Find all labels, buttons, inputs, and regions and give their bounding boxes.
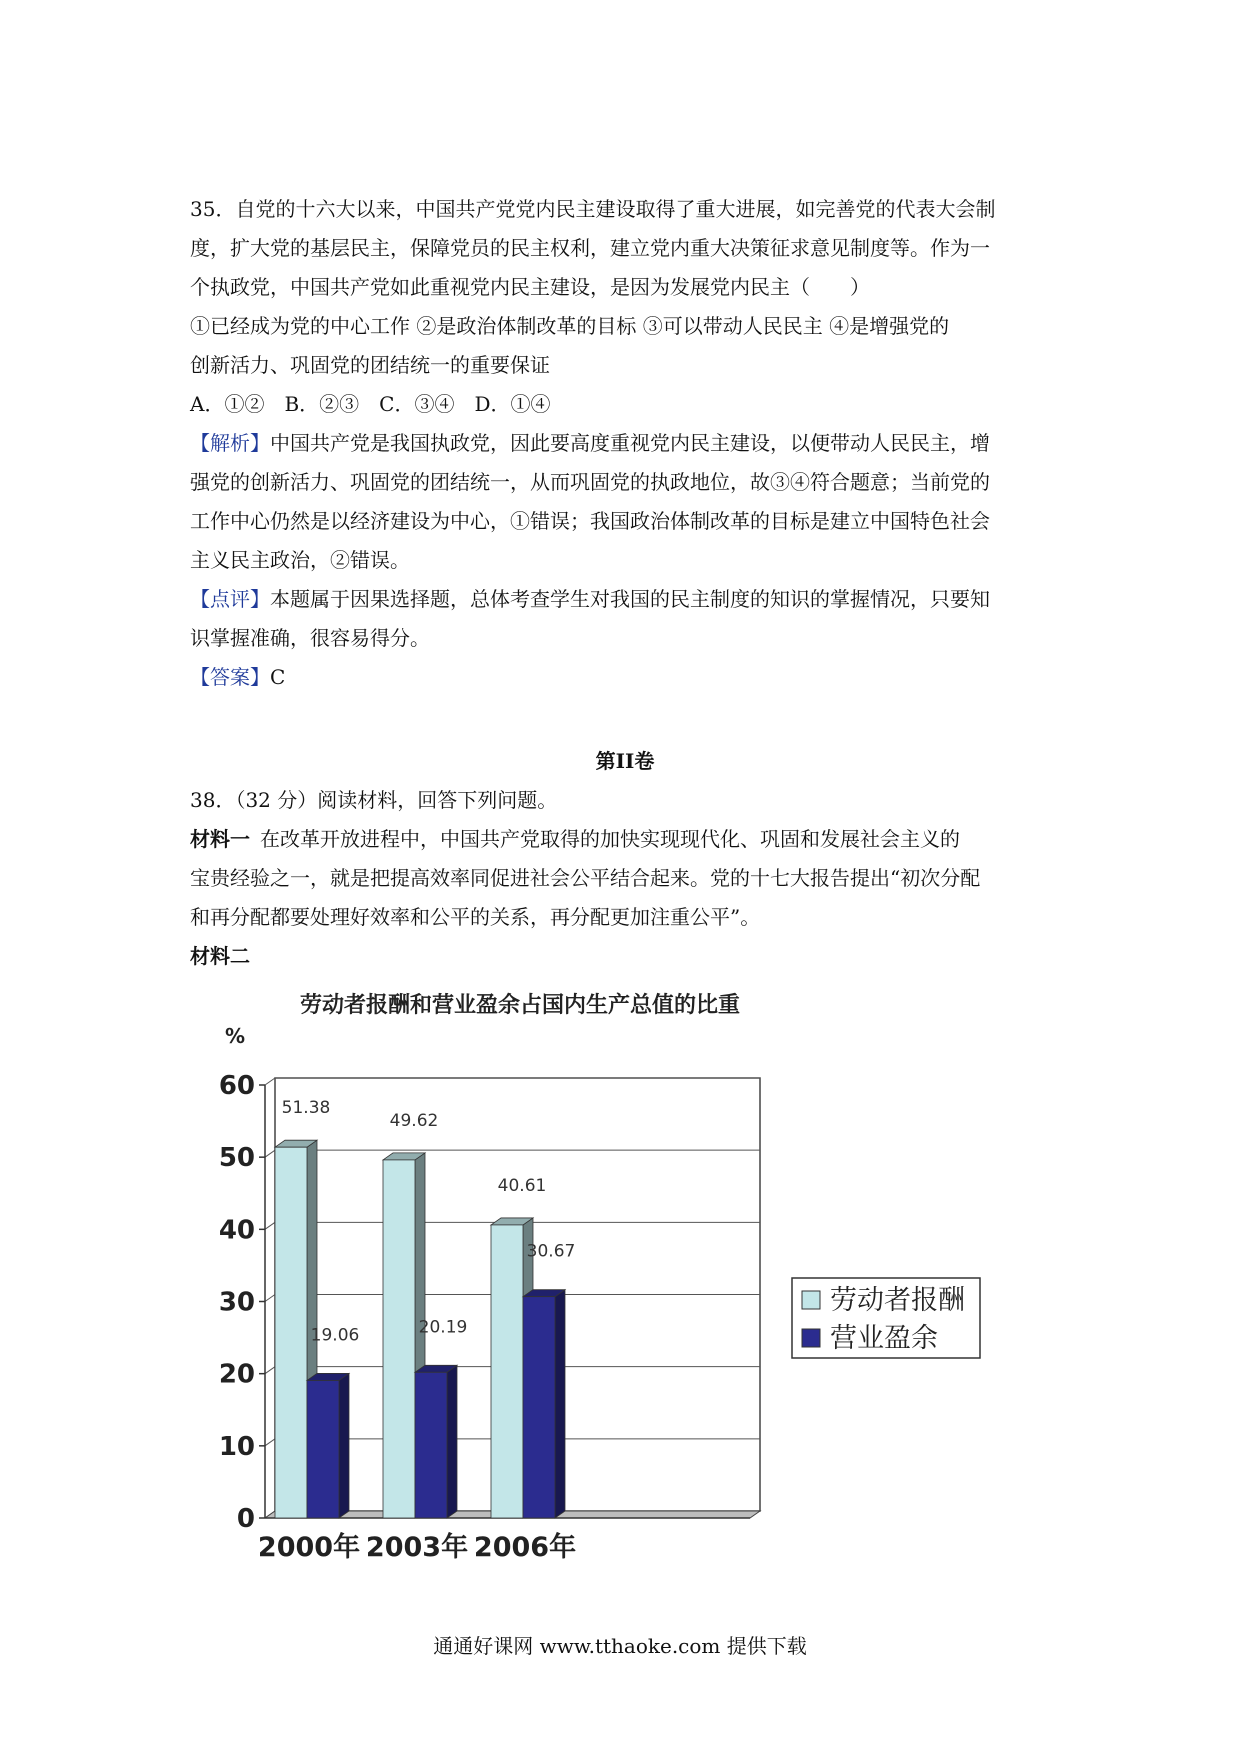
legend-swatch bbox=[802, 1329, 820, 1347]
x-tick-label: 2000年 bbox=[257, 1532, 361, 1563]
page-footer: 通通好课网 www.tthaoke.com 提供下载 bbox=[433, 1634, 807, 1658]
y-tick-label: 10 bbox=[218, 1431, 255, 1462]
bar-side bbox=[555, 1290, 565, 1518]
analysis-text: 中国共产党是我国执政党，因此要高度重视党内民主建设，以便带动人民民主，增 bbox=[270, 431, 990, 455]
gridline-side bbox=[265, 1439, 275, 1446]
material1-label: 材料一 bbox=[190, 827, 250, 851]
gridline-side bbox=[265, 1150, 275, 1157]
chart-title: 劳动者报酬和营业盈余占国内生产总值的比重 bbox=[299, 993, 741, 1018]
bar-劳动者报酬 bbox=[383, 1160, 415, 1518]
q35-options: A．①② B．②③ C．③④ D．①④ bbox=[190, 392, 551, 416]
q35-line: 35．自党的十六大以来，中国共产党党内民主建设取得了重大进展，如完善党的代表大会制 bbox=[190, 197, 996, 221]
data-label: 19.06 bbox=[310, 1325, 360, 1346]
bar-劳动者报酬 bbox=[275, 1147, 307, 1518]
x-tick-label: 2006年 bbox=[473, 1532, 577, 1563]
gridline-side bbox=[265, 1078, 275, 1085]
x-tick-label: 2003年 bbox=[365, 1532, 469, 1563]
gridline-side bbox=[265, 1367, 275, 1374]
answer-line bbox=[190, 658, 1060, 697]
y-axis-label: % bbox=[224, 1024, 246, 1048]
material1-text: 在改革开放进程中，中国共产党取得的加快实现现代化、巩固和发展社会主义的 bbox=[260, 827, 960, 851]
question-38 bbox=[190, 781, 1060, 976]
comment-line bbox=[190, 580, 1060, 619]
data-label: 49.62 bbox=[389, 1110, 439, 1131]
question-35 bbox=[190, 190, 1060, 697]
bar-side bbox=[339, 1373, 349, 1518]
material1-line bbox=[190, 820, 1060, 859]
analysis-tag: 【解析】 bbox=[190, 431, 270, 455]
legend-label: 劳动者报酬 bbox=[830, 1285, 965, 1316]
y-tick-label: 30 bbox=[218, 1287, 255, 1318]
comment-tag: 【点评】 bbox=[190, 587, 270, 611]
q35-line: 度，扩大党的基层民主，保障党员的民主权利，建立党内重大决策征求意见制度等。作为一 bbox=[190, 236, 990, 260]
y-tick-label: 60 bbox=[218, 1071, 255, 1101]
y-tick-label: 50 bbox=[218, 1143, 255, 1174]
y-tick-label: 40 bbox=[218, 1215, 255, 1246]
gridline-side bbox=[265, 1295, 275, 1302]
material2-label: 材料二 bbox=[190, 944, 250, 968]
data-label: 51.38 bbox=[281, 1098, 331, 1119]
q38-header: 38．（32 分）阅读材料，回答下列问题。 bbox=[190, 788, 558, 812]
analysis-line: 强党的创新活力、巩固党的团结统一，从而巩固党的执政地位，故③④符合题意；当前党的 bbox=[190, 470, 990, 494]
bar-劳动者报酬 bbox=[491, 1225, 523, 1518]
legend-label: 营业盈余 bbox=[830, 1323, 938, 1354]
comment-text: 本题属于因果选择题，总体考查学生对我国的民主制度的知识的掌握情况，只要知 bbox=[270, 587, 990, 611]
chart-container bbox=[190, 975, 1010, 1575]
comment-line: 识掌握准确，很容易得分。 bbox=[190, 626, 430, 650]
data-label: 30.67 bbox=[526, 1241, 576, 1262]
bar-营业盈余 bbox=[415, 1372, 447, 1518]
legend-swatch bbox=[802, 1291, 820, 1309]
q35-line: ①已经成为党的中心工作 ②是政治体制改革的目标 ③可以带动人民民主 ④是增强党的 bbox=[190, 314, 950, 338]
data-label: 20.19 bbox=[418, 1317, 468, 1338]
bar-营业盈余 bbox=[523, 1297, 555, 1518]
y-tick-label: 0 bbox=[236, 1504, 255, 1534]
material1-line: 宝贵经验之一，就是把提高效率同促进社会公平结合起来。党的十七大报告提出“初次分配 bbox=[190, 866, 981, 890]
material1-line: 和再分配都要处理好效率和公平的关系，再分配更加注重公平”。 bbox=[190, 905, 761, 929]
section-title: 第II卷 bbox=[595, 749, 655, 773]
answer-tag: 【答案】 bbox=[190, 665, 270, 689]
analysis-line: 主义民主政治，②错误。 bbox=[190, 548, 410, 572]
analysis-line bbox=[190, 424, 1060, 463]
data-label: 40.61 bbox=[497, 1175, 547, 1196]
bar-营业盈余 bbox=[307, 1380, 339, 1518]
q35-line: 创新活力、巩固党的团结统一的重要保证 bbox=[190, 353, 550, 377]
bar-side bbox=[447, 1365, 457, 1518]
analysis-line: 工作中心仍然是以经济建设为中心，①错误；我国政治体制改革的目标是建立中国特色社会 bbox=[190, 509, 990, 533]
y-tick-label: 20 bbox=[218, 1359, 255, 1390]
gridline-side bbox=[265, 1222, 275, 1229]
bar-chart bbox=[190, 975, 1010, 1575]
q35-line: 个执政党，中国共产党如此重视党内民主建设，是因为发展党内民主（ ） bbox=[190, 275, 870, 299]
answer-value: C bbox=[270, 665, 286, 689]
